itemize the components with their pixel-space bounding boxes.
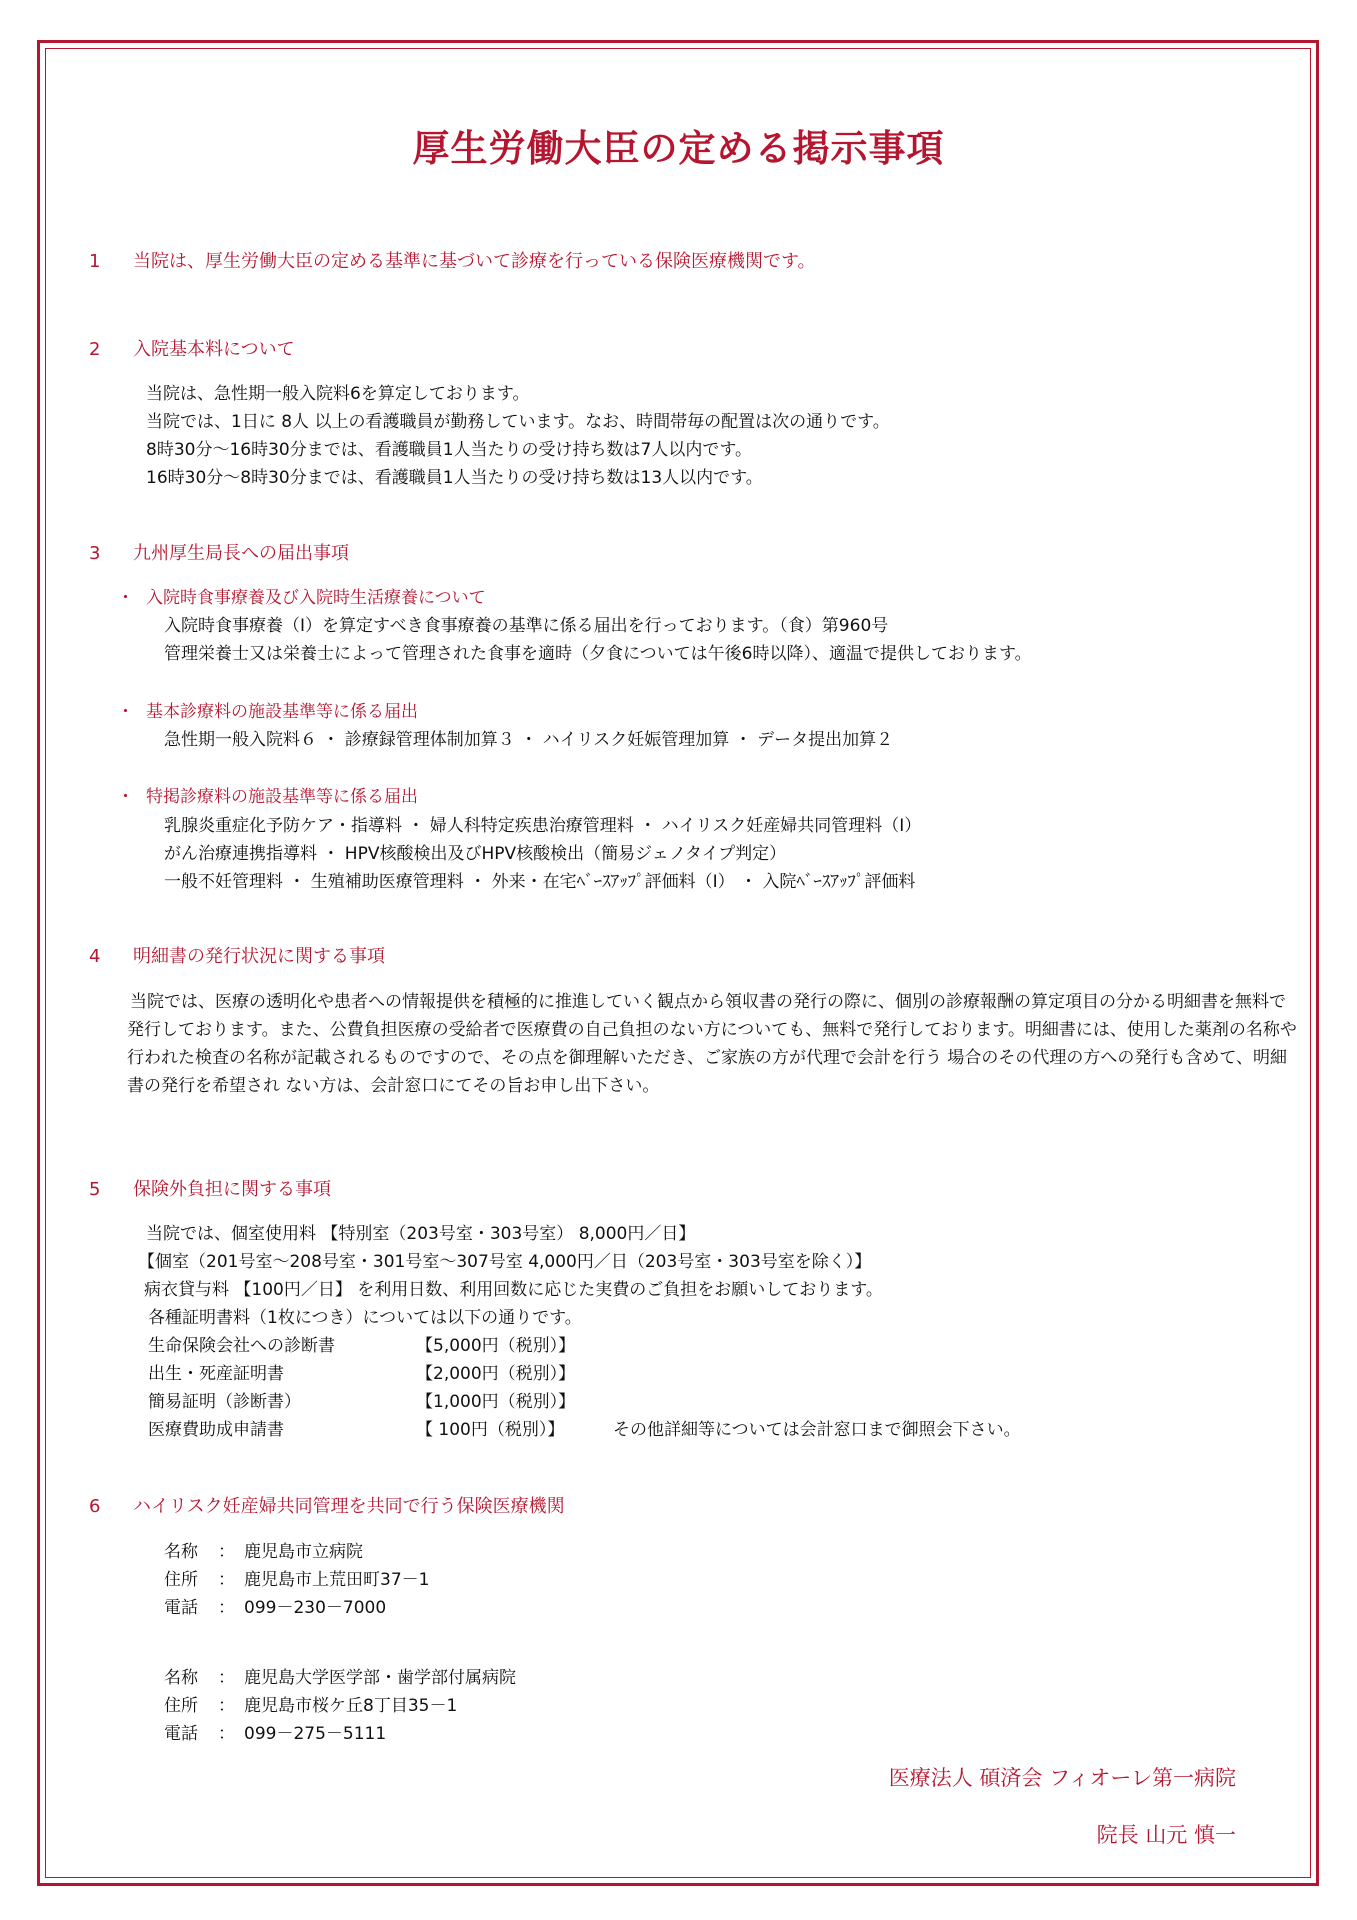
section-1-text: 当院は、厚生労働大臣の定める基準に基づいて診療を行っている保険医療機関です。 bbox=[133, 251, 816, 272]
section-6-heading: ハイリスク妊産婦共同管理を共同で行う保険医療機関 bbox=[133, 1496, 565, 1517]
section-2-number: 2 bbox=[89, 339, 101, 360]
section-3-heading: 九州厚生局長への届出事項 bbox=[133, 543, 349, 564]
fee-price: 【2,000円（税別）】 bbox=[416, 1364, 576, 1384]
section-6-number: 6 bbox=[89, 1496, 101, 1517]
institution-phone-label: 電話 bbox=[164, 1598, 198, 1618]
subsection-basic-heading: 基本診療料の施設基準等に係る届出 bbox=[146, 702, 418, 722]
fee-price: 【1,000円（税別）】 bbox=[416, 1392, 576, 1412]
subsection-meal-line: 管理栄養士又は栄養士によって管理された食事を適時（夕食については午後6時以降）、適温で提供しております。 bbox=[164, 644, 1032, 664]
section-2-line: 8時30分～16時30分までは、看護職員1人当たりの受け持ち数は7人以内です。 bbox=[146, 440, 752, 460]
colon: ： bbox=[218, 1570, 235, 1590]
institution-phone: 099－275－5111 bbox=[244, 1724, 387, 1744]
section-4-number: 4 bbox=[89, 946, 101, 967]
fee-item: 出生・死産証明書 bbox=[148, 1364, 284, 1384]
section-2-line: 16時30分～8時30分までは、看護職員1人当たりの受け持ち数は13人以内です。 bbox=[146, 468, 763, 488]
fee-price: 【5,000円（税別）】 bbox=[416, 1336, 576, 1356]
section-4-paragraph: 当院では、医療の透明化や患者への情報提供を積極的に推進していく観点から領収書の発行の際に、個別の診療報酬の算定項目の分かる明細書を無料で発行しております。また、公費負担医療の受給者で医療費の自己負担のない方についても、無料で発行しております。明細書には、使用した薬剤の名称や行われた検査の名称が記載されるものですので、その点を御理解いただき、ご家族の方が代理で会計を行う 場合のその代理の方への発行も含めて、明細書の発行を希望され ない方は、会計窓口にてその旨お申し出下さい。 bbox=[127, 992, 1297, 1096]
section-2-line: 当院では、1日に 8人 以上の看護職員が勤務しています。なお、時間帯毎の配置は次の通りです。 bbox=[146, 412, 890, 432]
subsection-special-line: 一般不妊管理料 ・ 生殖補助医療管理料 ・ 外来・在宅ﾍﾞｰｽｱｯﾌﾟ評価料（Ⅰ） ・ 入院ﾍﾞｰｽｱｯﾌﾟ評価料 bbox=[164, 872, 916, 892]
section-3-number: 3 bbox=[89, 543, 101, 564]
institution-name: 鹿児島市立病院 bbox=[244, 1542, 363, 1562]
bullet: ・ bbox=[117, 702, 134, 722]
section-2-line: 当院は、急性期一般入院料6を算定しております。 bbox=[146, 384, 530, 404]
page-title: 厚生労働大臣の定める掲示事項 bbox=[412, 127, 945, 170]
colon: ： bbox=[218, 1598, 235, 1618]
institution-address-label: 住所 bbox=[164, 1570, 198, 1590]
colon: ： bbox=[218, 1668, 235, 1688]
institution-phone-label: 電話 bbox=[164, 1724, 198, 1744]
subsection-special-line: がん治療連携指導料 ・ HPV核酸検出及びHPV核酸検出（簡易ジェノタイプ判定） bbox=[164, 844, 787, 864]
subsection-meal-heading: 入院時食事療養及び入院時生活療養について bbox=[146, 588, 486, 608]
institution-name-label: 名称 bbox=[164, 1668, 198, 1688]
institution-phone: 099－230－7000 bbox=[244, 1598, 387, 1618]
bullet: ・ bbox=[117, 588, 134, 608]
subsection-special-line: 乳腺炎重症化予防ケア・指導料 ・ 婦人科特定疾患治療管理料 ・ ハイリスク妊産婦共同管理料（Ⅰ） bbox=[164, 816, 922, 836]
subsection-meal-line: 入院時食事療養（Ⅰ）を算定すべき食事療養の基準に係る届出を行っております。（食）第960号 bbox=[164, 616, 889, 636]
institution-address: 鹿児島市桜ケ丘8丁目35－1 bbox=[244, 1696, 458, 1716]
bullet: ・ bbox=[117, 787, 134, 807]
subsection-basic-line: 急性期一般入院料６ ・ 診療録管理体制加算３ ・ ハイリスク妊娠管理加算 ・ データ提出加算２ bbox=[164, 730, 894, 750]
institution-name-label: 名称 bbox=[164, 1542, 198, 1562]
fee-price: 【 100円（税別）】 bbox=[416, 1420, 565, 1440]
signature-organization: 医療法人 碩済会 フィオーレ第一病院 bbox=[888, 1766, 1236, 1790]
institution-name: 鹿児島大学医学部・歯学部付属病院 bbox=[244, 1668, 516, 1688]
colon: ： bbox=[218, 1724, 235, 1744]
section-4-heading: 明細書の発行状況に関する事項 bbox=[133, 946, 385, 967]
section-5-line: 当院では、個室使用料 【特別室（203号室・303号室） 8,000円／日】 bbox=[146, 1224, 696, 1244]
section-5-heading: 保険外負担に関する事項 bbox=[133, 1179, 331, 1200]
section-5-line: 病衣貸与料 【100円／日】 を利用日数、利用回数に応じた実費のご負担をお願いしております。 bbox=[144, 1280, 883, 1300]
section-5-line: 【個室（201号室～208号室・301号室～307号室 4,000円／日（203号室・303号室を除く）】 bbox=[138, 1252, 872, 1272]
institution-address: 鹿児島市上荒田町37－1 bbox=[244, 1570, 430, 1590]
section-5-line: 各種証明書料（1枚につき）については以下の通りです。 bbox=[148, 1308, 582, 1328]
fee-item: 簡易証明（診断書） bbox=[148, 1392, 301, 1412]
signature-director: 院長 山元 慎一 bbox=[1096, 1823, 1236, 1847]
section-5-number: 5 bbox=[89, 1179, 101, 1200]
fee-item: 生命保険会社への診断書 bbox=[148, 1336, 335, 1356]
section-2-heading: 入院基本料について bbox=[133, 339, 295, 360]
fee-item: 医療費助成申請書 bbox=[148, 1420, 284, 1440]
colon: ： bbox=[218, 1542, 235, 1562]
colon: ： bbox=[218, 1696, 235, 1716]
section-5-note: その他詳細等については会計窓口まで御照会下さい。 bbox=[613, 1420, 1021, 1440]
section-1-number: 1 bbox=[89, 251, 101, 272]
subsection-special-heading: 特掲診療料の施設基準等に係る届出 bbox=[146, 787, 418, 807]
institution-address-label: 住所 bbox=[164, 1696, 198, 1716]
